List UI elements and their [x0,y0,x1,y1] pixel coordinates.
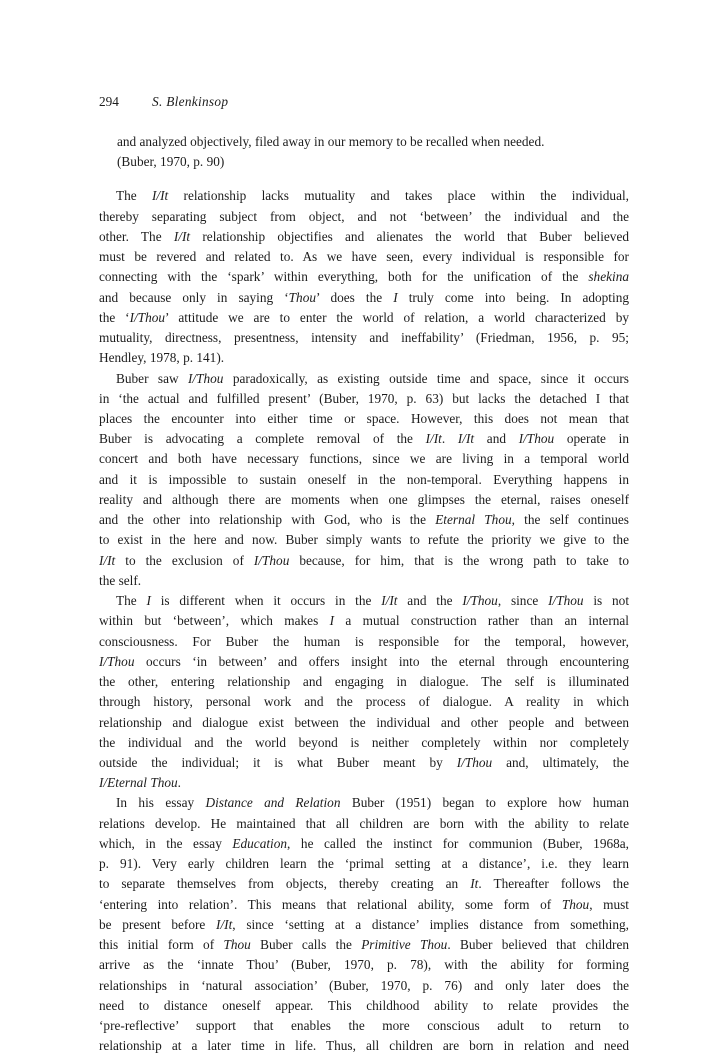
text-line: p. 91). Very early children learn the ‘primal setting at a distance’, i.e. they learn [99,856,629,872]
text-line: to exist in the here and now. Buber simply wants to refute the priority we give to the [99,532,629,548]
text-line: the self. [99,572,142,588]
block-quote-line: (Buber, 1970, p. 90) [117,154,225,170]
text-line: through history, personal work and the process of dialogue. A reality in which [99,694,629,710]
text-line: The I is different when it occurs in the I/It and the I/Thou, since I/Thou is not [116,593,629,609]
text-line: places the encounter into either time or space. However, this does not mean that [99,410,629,426]
body-text [99,186,629,1056]
text-line: the other, entering relationship and engaging in dialogue. The self is illuminated [99,674,629,690]
text-line: and because only in saying ‘Thou’ does the I truly come into being. In adopting [99,289,629,305]
text-line: I/It to the exclusion of I/Thou because, for him, that is the wrong path to take to [99,552,629,568]
running-head-author: S. Blenkinsop [152,94,229,109]
paragraph [99,186,629,368]
text-line: thereby separating subject from object, and not ‘between’ the individual and the [99,208,629,224]
text-line: other. The I/It relationship objectifies and alienates the world that Buber believed [99,228,629,244]
text-line: outside the individual; it is what Buber meant by I/Thou and, ultimately, the [99,754,629,770]
text-line: relationship at a later time in life. Thus, all children are born in relation and need [99,1038,629,1054]
page [99,92,629,1056]
running-head [99,92,629,112]
text-line: this initial form of Thou Buber calls the Primitive Thou. Buber believed that children [99,937,629,953]
text-line: the ‘I/Thou’ attitude we are to enter the world of relation, a world characterized by [99,309,629,325]
text-line: Buber saw I/Thou paradoxically, as existing outside time and space, since it occurs [116,370,629,386]
text-line: The I/It relationship lacks mutuality and takes place within the individual, [116,188,629,204]
paragraph [99,369,629,592]
text-line: and the other into relationship with God, who is the Eternal Thou, the self continues [99,512,629,528]
text-line: connecting with the ‘spark’ within everything, both for the unification of the shekina [99,269,629,285]
text-line: ‘pre-reflective’ support that enables the more conscious adult to return to [99,1018,629,1034]
text-line: and it is impossible to sustain oneself in the non-temporal. Everything happens in [99,471,629,487]
text-line: must be revered and related to. As we have seen, every individual is responsible for [99,249,629,265]
text-line: relationship and dialogue exist between the individual and other people and between [99,714,629,730]
text-line: Buber is advocating a complete removal of the I/It. I/It and I/Thou operate in [99,431,629,447]
text-line: in ‘the actual and fulfilled present’ (Buber, 1970, p. 63) but lacks the detached I that [99,390,629,406]
text-line: to separate themselves from objects, thereby creating an It. Thereafter follows the [99,876,629,892]
text-line: I/Eternal Thou. [99,775,181,791]
text-line: within but ‘between’, which makes I a mutual construction rather than an internal [99,613,629,629]
text-line: concert and both have necessary functions, since we are living in a temporal world [99,451,629,467]
text-line: the individual and the world beyond is neither completely within nor completely [99,734,629,750]
text-line: reality and although there are moments when one glimpses the eternal, raises oneself [99,491,629,507]
text-line: arrive as the ‘innate Thou’ (Buber, 1970, p. 78), with the ability for forming [99,957,629,973]
text-line: need to distance oneself appear. This childhood ability to relate provides the [99,997,629,1013]
page-number: 294 [99,94,119,109]
text-line: ‘entering into relation’. This means that relational ability, some form of Thou, must [99,896,629,912]
paragraph [99,591,629,793]
text-line: which, in the essay Education, he called the instinct for communion (Buber, 1968a, [99,835,629,851]
text-line: Hendley, 1978, p. 141). [99,350,225,366]
text-line: In his essay Distance and Relation Buber (1951) began to explore how human [116,795,629,811]
text-line: mutuality, directness, presentness, intensity and ineffability’ (Friedman, 1956, p. 95; [99,330,629,346]
text-line: consciousness. For Buber the human is responsible for the temporal, however, [99,633,629,649]
block-quote-line: and analyzed objectively, filed away in our memory to be recalled when needed. [117,134,545,149]
block-quote [117,132,622,172]
text-line: I/Thou occurs ‘in between’ and offers insight into the eternal through encountering [99,653,629,669]
paragraph [99,793,629,1056]
text-line: be present before I/It, since ‘setting at a distance’ implies distance from something, [99,916,629,932]
text-line: relations develop. He maintained that all children are born with the ability to relate [99,815,629,831]
text-line: relationships in ‘natural association’ (Buber, 1970, p. 76) and only later does the [99,977,629,993]
